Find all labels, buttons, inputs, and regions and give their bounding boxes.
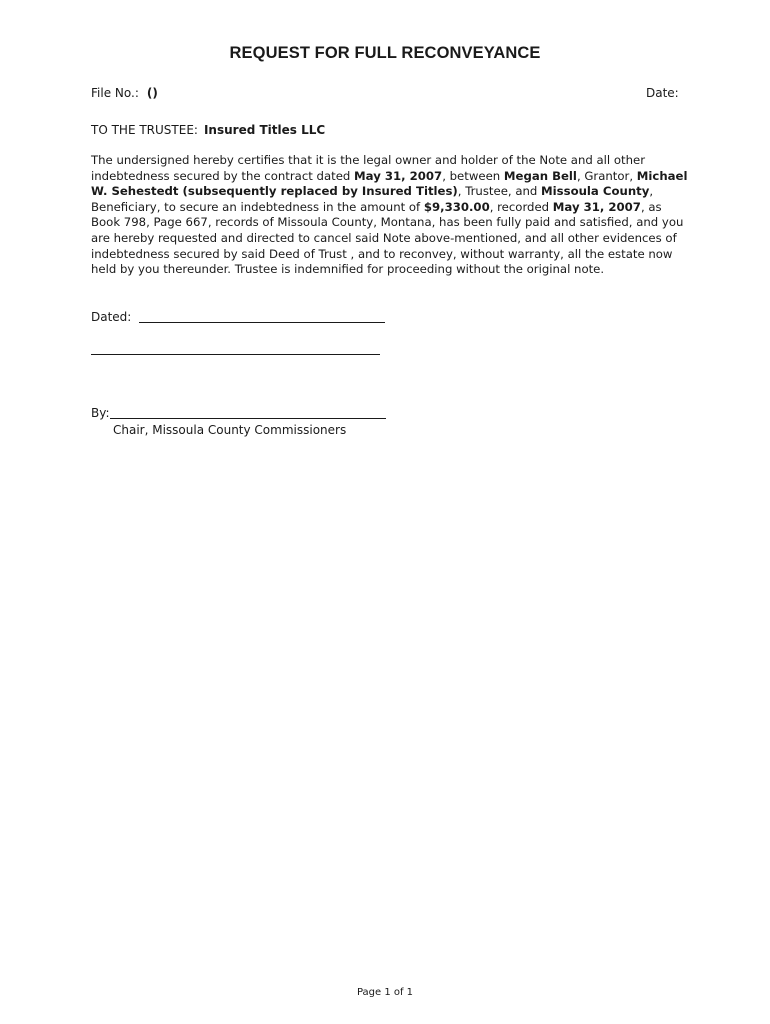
indebtedness-amount: $9,330.00 <box>423 199 490 214</box>
original-trustee: Michael W. Sehestedt (subsequently replaced by Insured Titles) <box>91 168 688 199</box>
by-line <box>91 406 386 420</box>
certification-paragraph <box>91 153 691 278</box>
body-text-6: , recorded <box>489 199 553 214</box>
signer-title: Chair, Missoula County Commissioners <box>113 423 347 437</box>
by-blank <box>110 418 386 419</box>
dated-line <box>91 310 385 324</box>
document-title: REQUEST FOR FULL RECONVEYANCE <box>229 44 541 62</box>
body-text-7: , as Book 798, Page 667, records of Missoula County, Montana, has been fully paid and satisfied, and you are hereby requested and directed to cancel said Note above-mentioned, and all other evidences of indebtedness secured by said Deed of Trust , and to reconvey, without warranty, all the estate now held by you thereunder. Trustee is indemnified for proceeding without the original note. <box>91 199 684 277</box>
date-label: Date: <box>646 86 679 100</box>
beneficiary-name: Missoula County <box>541 184 650 199</box>
trustee-label: TO THE TRUSTEE: <box>91 123 198 137</box>
trustee-name: Insured Titles LLC <box>203 123 326 137</box>
file-number-value: () <box>146 86 158 100</box>
file-number <box>91 86 158 100</box>
page-footer: Page 1 of 1 <box>356 987 414 998</box>
dated-blank <box>139 322 385 323</box>
body-text-2: , between <box>442 168 504 183</box>
body-text-4: , Trustee, and <box>457 184 542 199</box>
grantor-name: Megan Bell <box>503 168 577 183</box>
by-label: By: <box>91 406 110 420</box>
trustee-line <box>91 123 325 137</box>
body-text-5: , Beneficiary, to secure an indebtedness in the amount of <box>91 184 654 214</box>
dated-label: Dated: <box>91 310 132 324</box>
body-text-1: The undersigned hereby certifies that it is the legal owner and holder of the Note and all other indebtedness secured by the contract dated <box>91 153 646 183</box>
signature-line <box>91 354 380 355</box>
contract-date: May 31, 2007 <box>354 168 443 183</box>
file-number-label: File No.: <box>91 86 139 100</box>
recorded-date: May 31, 2007 <box>552 199 641 214</box>
body-text-3: , Grantor, <box>576 168 637 183</box>
